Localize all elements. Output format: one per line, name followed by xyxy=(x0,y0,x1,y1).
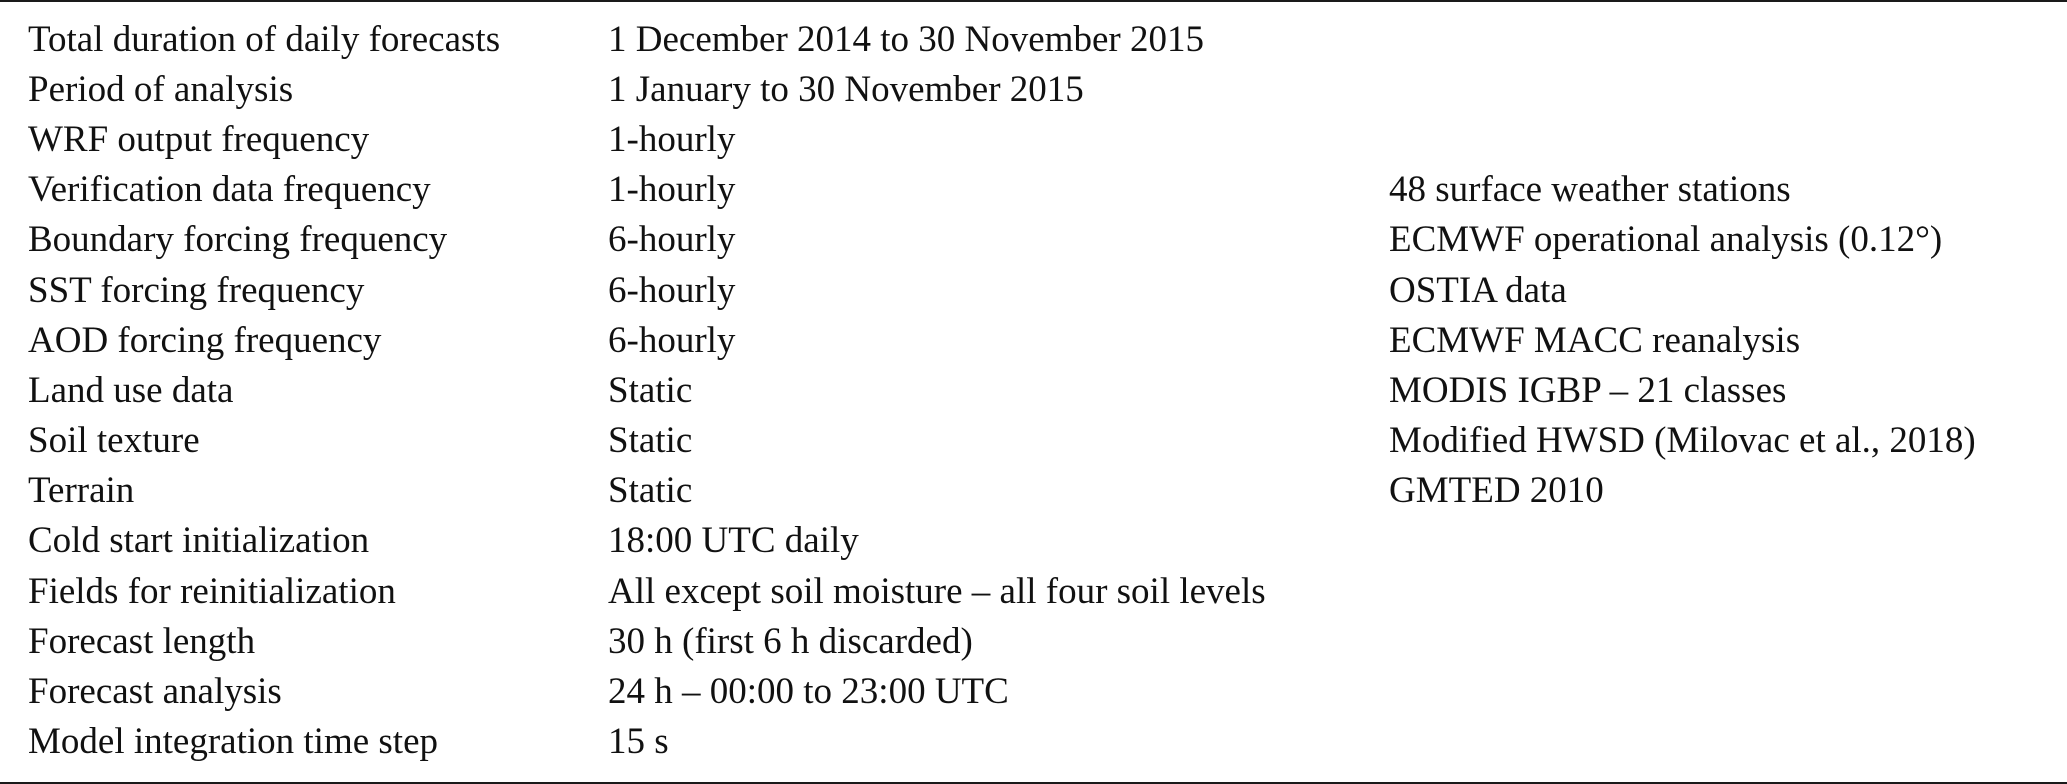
value-cell: 15 s xyxy=(608,721,669,763)
value-cell: Static xyxy=(608,420,693,462)
source-cell: ECMWF MACC reanalysis xyxy=(1389,319,1801,361)
parameter-cell: Terrain xyxy=(28,470,135,512)
parameter-cell: AOD forcing frequency xyxy=(28,319,382,361)
value-cell: Static xyxy=(608,369,693,411)
value-cell: 1-hourly xyxy=(608,169,736,211)
table-row xyxy=(28,717,2049,767)
source-cell: MODIS IGBP – 21 classes xyxy=(1389,369,1787,411)
parameter-cell: Cold start initialization xyxy=(28,520,370,562)
table-row xyxy=(28,165,2049,215)
value-cell: 30 h (first 6 h discarded) xyxy=(608,620,973,662)
source-cell: ECMWF operational analysis (0.12°) xyxy=(1389,219,1943,261)
value-cell: 1 December 2014 to 30 November 2015 xyxy=(608,18,1204,60)
table-row xyxy=(28,365,2049,415)
parameter-cell: SST forcing frequency xyxy=(28,269,365,311)
value-cell: 6-hourly xyxy=(608,269,736,311)
parameter-cell: Verification data frequency xyxy=(28,169,431,211)
parameter-cell: Period of analysis xyxy=(28,68,294,110)
table-row xyxy=(28,265,2049,315)
table-row xyxy=(28,14,2049,64)
table-row xyxy=(28,516,2049,566)
parameter-cell: Boundary forcing frequency xyxy=(28,219,448,261)
value-cell: 6-hourly xyxy=(608,319,736,361)
table-row xyxy=(28,114,2049,164)
table-row xyxy=(28,616,2049,666)
value-cell: Static xyxy=(608,470,693,512)
source-cell: GMTED 2010 xyxy=(1389,470,1604,512)
value-cell: 1-hourly xyxy=(608,118,736,160)
parameter-cell: Forecast length xyxy=(28,620,256,662)
source-cell xyxy=(1389,666,2049,716)
table-row xyxy=(28,566,2049,616)
table-row xyxy=(28,466,2049,516)
table-row xyxy=(28,215,2049,265)
table-body xyxy=(28,14,2049,767)
value-cell: 24 h – 00:00 to 23:00 UTC xyxy=(608,671,1009,713)
source-cell: Modified HWSD (Milovac et al., 2018) xyxy=(1389,420,1976,462)
source-cell xyxy=(1389,616,2049,666)
parameter-cell: Forecast analysis xyxy=(28,671,282,713)
source-cell xyxy=(1389,566,2049,616)
parameter-cell: WRF output frequency xyxy=(28,118,370,160)
source-cell: OSTIA data xyxy=(1389,269,1567,311)
parameter-cell: Model integration time step xyxy=(28,721,438,763)
source-cell: 48 surface weather stations xyxy=(1389,169,1791,211)
value-cell: 6-hourly xyxy=(608,219,736,261)
table-row xyxy=(28,416,2049,466)
table-row xyxy=(28,64,2049,114)
value-cell: All except soil moisture – all four soil levels xyxy=(608,570,1266,612)
parameter-cell: Fields for reinitialization xyxy=(28,570,396,612)
value-cell: 1 January to 30 November 2015 xyxy=(608,68,1084,110)
parameter-cell: Soil texture xyxy=(28,420,200,462)
source-cell xyxy=(1389,516,2049,566)
parameter-cell: Land use data xyxy=(28,369,234,411)
table-row xyxy=(28,666,2049,716)
parameter-cell: Total duration of daily forecasts xyxy=(28,18,501,60)
source-cell xyxy=(1389,114,2049,164)
source-cell xyxy=(1389,14,2049,64)
source-cell xyxy=(1389,717,2049,767)
source-cell xyxy=(1389,64,2049,114)
value-cell: 18:00 UTC daily xyxy=(608,520,859,562)
table-row xyxy=(28,315,2049,365)
